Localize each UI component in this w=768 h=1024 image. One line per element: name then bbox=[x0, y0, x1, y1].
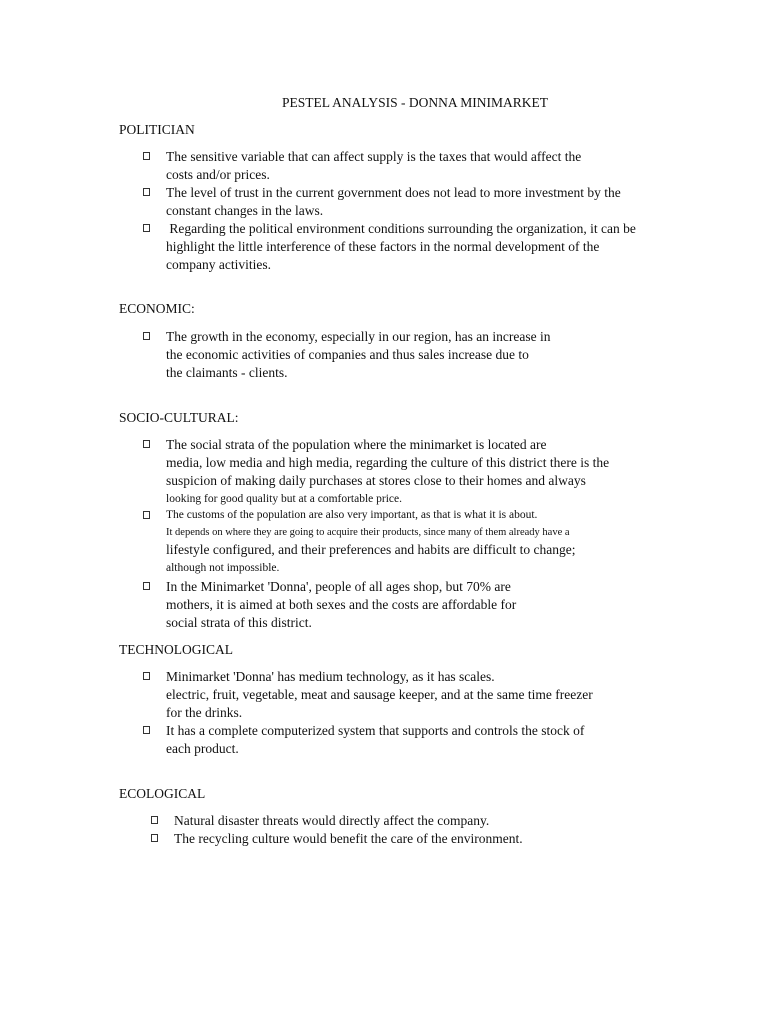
text-line: costs and/or prices. bbox=[166, 167, 270, 182]
section-heading-technological: TECHNOLOGICAL bbox=[119, 642, 233, 657]
text-line: The growth in the economy, especially in our region, has an increase in bbox=[166, 329, 551, 344]
text-line: for the drinks. bbox=[166, 705, 243, 720]
section-heading-ecological: ECOLOGICAL bbox=[119, 786, 206, 801]
bullet-text bbox=[166, 436, 656, 508]
bullet-box-icon bbox=[143, 224, 150, 232]
bullet-box-icon bbox=[143, 152, 150, 160]
text-line: It has a complete computerized system that supports and controls the stock of bbox=[166, 723, 585, 738]
bullet-text bbox=[166, 507, 656, 577]
text-line: although not impossible. bbox=[166, 562, 280, 574]
bullet-text bbox=[174, 812, 664, 830]
text-line: It depends on where they are going to acquire their products, since many of them already have a bbox=[166, 527, 570, 538]
document-title: PESTEL ANALYSIS - DONNA MINIMARKET bbox=[282, 95, 548, 110]
bullet-box-icon bbox=[143, 672, 150, 680]
bullet-box-icon bbox=[143, 726, 150, 734]
section-heading-economic: ECONOMIC: bbox=[119, 301, 195, 316]
section-heading-socio-cultural: SOCIO-CULTURAL: bbox=[119, 410, 239, 425]
bullet-box-icon bbox=[143, 511, 150, 519]
bullet-text bbox=[166, 220, 656, 274]
text-line: The recycling culture would benefit the care of the environment. bbox=[174, 831, 523, 846]
bullet-text bbox=[174, 830, 664, 848]
text-line: Regarding the political environment conditions surrounding the organization, it can be bbox=[166, 221, 636, 236]
text-line: The sensitive variable that can affect supply is the taxes that would affect the bbox=[166, 149, 582, 164]
bullet-text bbox=[166, 722, 656, 758]
text-line: media, low media and high media, regarding the culture of this district there is the bbox=[166, 455, 610, 470]
text-line: The customs of the population are also very important, as that is what it is about. bbox=[166, 509, 538, 521]
text-line: suspicion of making daily purchases at stores close to their homes and always bbox=[166, 473, 586, 488]
text-line: each product. bbox=[166, 741, 239, 756]
bullet-text bbox=[166, 578, 656, 632]
text-line: In the Minimarket 'Donna', people of all ages shop, but 70% are bbox=[166, 579, 511, 594]
bullet-text bbox=[166, 328, 656, 382]
text-line: Minimarket 'Donna' has medium technology, as it has scales. bbox=[166, 669, 495, 684]
text-line: highlight the little interference of these factors in the normal development of the bbox=[166, 239, 600, 254]
bullet-box-icon bbox=[143, 582, 150, 590]
text-line: mothers, it is aimed at both sexes and the costs are affordable for bbox=[166, 597, 517, 612]
text-line: constant changes in the laws. bbox=[166, 203, 324, 218]
text-line: The level of trust in the current government does not lead to more investment by the bbox=[166, 185, 621, 200]
bullet-text bbox=[166, 668, 656, 722]
bullet-box-icon bbox=[143, 332, 150, 340]
section-heading-politician: POLITICIAN bbox=[119, 122, 195, 137]
bullet-box-icon bbox=[151, 816, 158, 824]
text-line: the economic activities of companies and thus sales increase due to bbox=[166, 347, 529, 362]
text-line: Natural disaster threats would directly affect the company. bbox=[174, 813, 490, 828]
text-line: The social strata of the population where the minimarket is located are bbox=[166, 437, 547, 452]
bullet-box-icon bbox=[143, 188, 150, 196]
bullet-text bbox=[166, 148, 656, 184]
text-line: lifestyle configured, and their preferences and habits are difficult to change; bbox=[166, 542, 576, 557]
text-line: the claimants - clients. bbox=[166, 365, 288, 380]
text-line: looking for good quality but at a comfortable price. bbox=[166, 493, 403, 505]
text-line: electric, fruit, vegetable, meat and sausage keeper, and at the same time freezer bbox=[166, 687, 593, 702]
bullet-box-icon bbox=[151, 834, 158, 842]
bullet-box-icon bbox=[143, 440, 150, 448]
bullet-text bbox=[166, 184, 656, 220]
text-line: social strata of this district. bbox=[166, 615, 312, 630]
text-line: company activities. bbox=[166, 257, 271, 272]
